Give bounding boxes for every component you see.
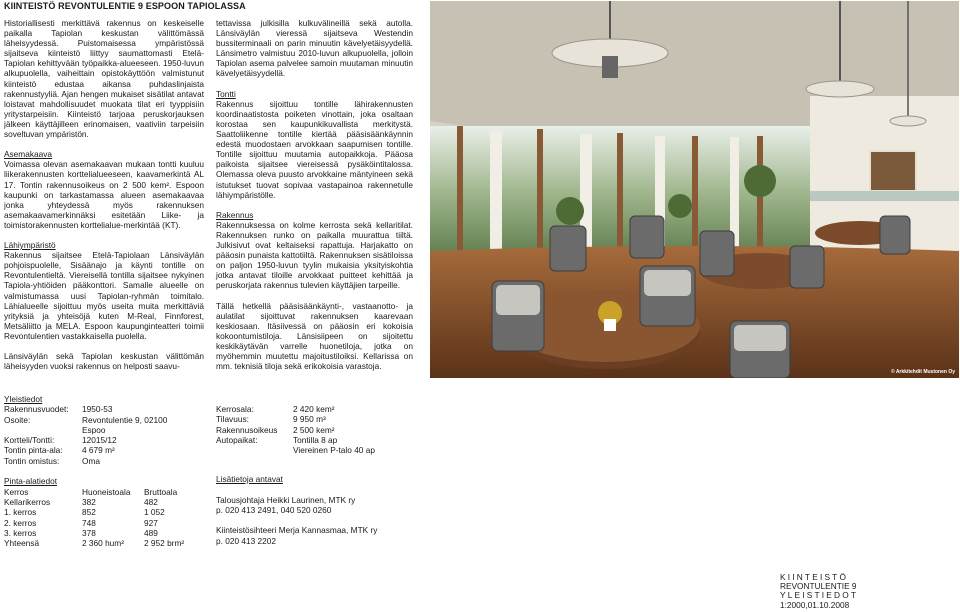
info-row: Tontin omistus: Oma bbox=[4, 455, 100, 466]
photo-credit: © Arkkitehdit Mustonen Oy bbox=[890, 369, 955, 375]
table-row: 3. kerros 378 489 bbox=[4, 527, 158, 538]
info-row: Osoite: Revontulentie 9, 02100 bbox=[4, 414, 168, 425]
table-row: 1. kerros 852 1 052 bbox=[4, 507, 165, 518]
info-row: Viereinen P-talo 40 ap bbox=[293, 445, 375, 456]
info-row: Kerrosala: 2 420 kem² bbox=[216, 404, 335, 414]
lahiymparisto-section: Lähiympäristö Rakennus sijaitsee Etelä-Tapiolaan Länsiväylän pohjoispuolelle, Sisäänajo ja käynti tontille on Revontulentieltä. Viereisellä tontilla sijaitsee nykyinen Tapiola-yhtiöiden pääkonttori. Samalle alueelle on valmistumassa uusi Tapiolan-ryhmän toimitalo. Lähialueelle sijoittuu myös useita muita merkittäviä yrityksiä ja yhteisöjä kuten M-Real, Finnforest, Metsäliitto ja MELA. Espoon kaupunginteatteri toimii Revontulentien vastakkaisella puolella. bbox=[4, 240, 204, 341]
area-table-header: Kerros Huoneistoala Bruttoala bbox=[4, 486, 178, 497]
table-row: Yhteensä 2 360 hum² 2 952 brm² bbox=[4, 538, 185, 549]
table-row: 2. kerros 748 927 bbox=[4, 517, 158, 528]
interior-photo bbox=[430, 1, 959, 378]
document-title: KIINTEISTÖ REVONTULENTIE 9 ESPOON TAPIOLASSA bbox=[4, 1, 246, 11]
contact-title: Lisätietoja antavat bbox=[216, 474, 283, 484]
area-table-title: Pinta-alatiedot bbox=[4, 476, 58, 487]
area-table bbox=[4, 476, 204, 548]
contact-line: p. 020 413 2491, 040 520 0260 bbox=[216, 504, 332, 515]
interior-paragraph: Tällä hetkellä pääsisäänkäynti-, vastaanotto- ja aulatilat sijoittuvat rakennuksen kaarevaan keskiosaan. Itäsiivessä on pääosin eri kokoisia kokoontumistiloja. Länsisiipeen on sijoitettu keskikäytävän varrelle huonetiloja, jotka on myöhemmin muutettu majoitustiloiksi. Kellarissa on mm. teknisiä tiloja sekä erikokoisia varastoja. bbox=[216, 300, 413, 372]
footer-title-block bbox=[780, 573, 900, 610]
asemakaava-section: Asemakaava Voimassa olevan asemakaavan mukaan tontti kuuluu liikerakennusten korttelialueeseen, kaavamerkintä AL 17. Tontin rakennusoikeus on 2 500 kem². Espoon kaupunki on tarkastamassa alueen asemakaavaa jonka yhteydessä myös rakennuksen asemakaavamerkinnäksi esitetään Liike- ja toimistorakennusten korttelialue-merkintää (KT). bbox=[4, 149, 204, 230]
info-row: Rakennusoikeus 2 500 kem² bbox=[216, 424, 335, 435]
intro-paragraph: Historiallisesti merkittävä rakennus on keskeiselle paikalla Tapiolan keskustan välittömässä läheisyydessä. Puistomaisessa ympäristössä sijaitseva kiinteistö liittyy saumattomasti Etelä-Tapiolan kehittyvään työpaikka-alueeseen. 1950-luvun alkupuolella, vaiheittain opistokäyttöön valmistunut kiinteistö edustaa aikansa puhdaslinjaista rakennustyyliä. Ajan hengen mukaiset sisätilat antavat loistavat mahdollisuudet muokata tilat eri tyyppisiin yritystarpeisiin. Kiinteistö tarjoaa peruskorjauksen jälkeen käyttäjilleen erinomaisen, vaativiin tarpeisiin soveltuvan ympäristön. bbox=[4, 18, 204, 140]
section-title-lahiymparisto: Lähiympäristö bbox=[4, 240, 56, 251]
contact-block bbox=[216, 474, 456, 546]
text-column-left bbox=[4, 18, 204, 371]
interior-photo-illustration bbox=[430, 1, 959, 378]
info-row: Autopaikat: Tontilla 8 ap bbox=[216, 434, 338, 445]
section-title-tontti: Tontti bbox=[216, 88, 236, 99]
text-column-middle bbox=[216, 18, 413, 371]
building-stats-block bbox=[216, 404, 456, 455]
info-row: Tilavuus: 9 950 m³ bbox=[216, 414, 326, 425]
general-info-block bbox=[4, 394, 204, 548]
access-continued-paragraph: tettavissa julkisilla kulkuvälineillä sekä autolla. Länsiväylän vieressä sijaitseva Westendin bussiterminaali on parin minuutin kävelyetäisyydellä. Länsimetro valmistuu 2010-luvun alkupuolella, jolloin Tapiolan asema palvelee samoin muutaman minuutin kävelyetäisyydellä. bbox=[216, 18, 413, 79]
info-row: Rakennusvuodet: 1950-53 bbox=[4, 404, 113, 415]
general-info-title: Yleistiedot bbox=[4, 394, 43, 404]
contact-line: p. 020 413 2202 bbox=[216, 535, 276, 546]
tontti-section: Tontti Rakennus sijoittuu tontille lähirakennusten koordinaatistosta poiketen vinottain, joka osaltaan korostaa sen kaupunkikuvallista merkitystä. Saattoliikenne tontille kiertää pääsisäänkäynnin edestä muodostaen arvokkaan saapumisen tontille. Tontille sijoittuu muutamia autopaikkoja. Pääosa paikoista sijaitsee viereisessä pysäköintitalossa. Olemassa oleva puusto arvokkaine mäntyineen sekä istutukset tuovat sopivaa vastapainoa rakennetulle lähiympäristölle. bbox=[216, 88, 413, 200]
footer-line: YLEISTIEDOT bbox=[780, 590, 859, 601]
section-title-rakennus: Rakennus bbox=[216, 209, 254, 220]
footer-line: KIINTEISTÖ bbox=[780, 572, 849, 582]
access-paragraph: Länsiväylän sekä Tapiolan keskustan välittömän läheisyyden vuoksi rakennus on helposti saavu- bbox=[4, 351, 204, 372]
footer-line: REVONTULENTIE 9 bbox=[780, 581, 857, 592]
section-title-asemakaava: Asemakaava bbox=[4, 149, 52, 160]
footer-line: 1:2000,01.10.2008 bbox=[780, 599, 850, 610]
info-row: Espoo bbox=[82, 424, 106, 435]
table-row: Kellarikerros 382 482 bbox=[4, 496, 158, 507]
info-row: Tontin pinta-ala: 4 679 m² bbox=[4, 445, 115, 456]
info-row: Kortteli/Tontti: 12015/12 bbox=[4, 435, 117, 446]
contact-line: Kiinteistösihteeri Merja Kannasmaa, MTK ry bbox=[216, 525, 378, 536]
contact-line: Talousjohtaja Heikki Laurinen, MTK ry bbox=[216, 494, 356, 505]
rakennus-section: Rakennus Rakennuksessa on kolme kerrosta sekä kellaritilat. Rakennuksen runko on paikalla muurattua tiiltä. Julkisivut ovat keltaiseksi rapattuja. Harjakatto on pääosin punaista kattotiiltä. Rakennuksen sisätiloissa on paljon 1950-luvun tyylin mukaisia yksityiskohtia jotka antavat tiloille arvokkaat puitteet kehittää ja peruskorjata rakennus tulevien käyttäjien tarpeille. bbox=[216, 209, 413, 291]
